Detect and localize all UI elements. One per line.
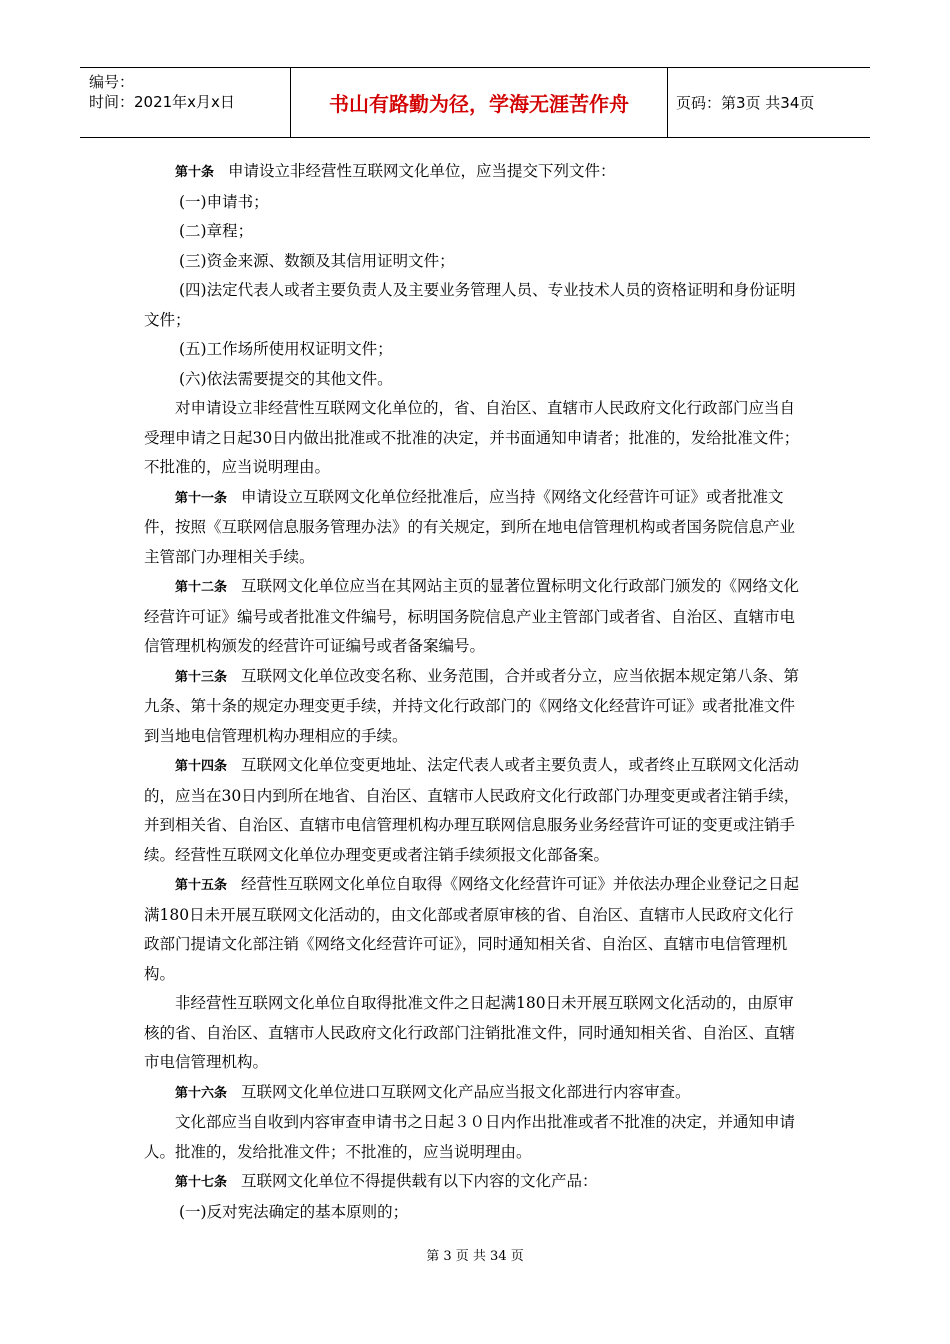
paragraph-text: (六)依法需要提交的其他文件。 (179, 369, 393, 388)
paragraph (144, 870, 808, 989)
article-number: 第十一条 (175, 490, 228, 506)
paragraph-text: 互联网文化单位变更地址、法定代表人或者主要负责人，或者终止互联网文化活动的，应当在30日内到所在地省、自治区、直辖市人民政府文化行政部门办理变更或者注销手续，并到相关省、自治区、直辖市电信管理机构办理互联网信息服务业务经营许可证的变更或注销手续。经营性互联网文化单位办理变更或者注销手续须报文化部备案。 (144, 756, 800, 864)
list-item (144, 247, 808, 277)
list-item (144, 365, 808, 395)
paragraph-text: (二)章程； (179, 222, 254, 240)
document-body (144, 157, 808, 1227)
paragraph-text: (一)申请书； (179, 192, 269, 211)
article-number: 第十六条 (175, 1085, 228, 1101)
list-item (144, 188, 808, 218)
list-item (144, 1198, 808, 1228)
paragraph-text: (五)工作场所使用权证明文件； (179, 340, 393, 358)
article-number: 第十条 (175, 165, 215, 180)
paragraph-text: 文化部应当自收到内容审查申请书之日起３０日内作出批准或者不批准的决定，并通知申请人。批准的，发给批准文件；不批准的，应当说明理由。 (144, 1113, 796, 1161)
page-footer: 第 3 页 共 34 页 (426, 1249, 524, 1264)
list-item (144, 217, 808, 247)
header-page-info: 页码：第3页 共34页 (676, 94, 815, 112)
paragraph-text: 非经营性互联网文化单位自取得批准文件之日起满180日未开展互联网文化活动的，由原审核的省、自治区、直辖市人民政府文化行政部门注销批准文件，同时通知相关省、自治区、直辖市电信管理机构。 (144, 994, 796, 1071)
paragraph-text: 经营性互联网文化单位自取得《网络文化经营许可证》并依法办理企业登记之日起满180日未开展互联网文化活动的，由文化部或者原审核的省、自治区、直辖市人民政府文化行政部门提请文化部注销《网络文化经营许可证》，同时通知相关省、自治区、直辖市电信管理机构。 (144, 875, 800, 983)
list-item (144, 276, 808, 335)
paragraph-text: 互联网文化单位改变名称、业务范围，合并或者分立，应当依据本规定第八条、第九条、第十条的规定办理变更手续，并持文化行政部门的《网络文化经营许可证》或者批准文件到当地电信管理机构办理相应的手续。 (144, 666, 800, 745)
paragraph-text: 申请设立非经营性互联网文化单位，应当提交下列文件： (228, 162, 616, 180)
paragraph (144, 1078, 808, 1109)
paragraph (144, 1167, 808, 1198)
list-item (144, 335, 808, 365)
page-header (80, 67, 870, 138)
paragraph-text: 对申请设立非经营性互联网文化单位的，省、自治区、直辖市人民政府文化行政部门应当自受理申请之日起30日内做出批准或不批准的决定，并书面通知申请者；批准的，发给批准文件；不批准的，应当说明理由。 (144, 399, 800, 476)
paragraph-text: (四)法定代表人或者主要负责人及主要业务管理人员、专业技术人员的资格证明和身份证明文件； (144, 281, 796, 329)
paragraph (144, 572, 808, 662)
paragraph (144, 662, 808, 752)
paragraph (144, 1108, 808, 1167)
paragraph (144, 157, 808, 188)
header-meta (80, 68, 291, 137)
paragraph-text: 互联网文化单位进口互联网文化产品应当报文化部进行内容审查。 (241, 1082, 691, 1101)
paragraph-text: (三)资金来源、数额及其信用证明文件； (179, 251, 455, 270)
paragraph-text: 申请设立互联网文化单位经批准后，应当持《网络文化经营许可证》或者批准文件，按照《互联网信息服务管理办法》的有关规定，到所在地电信管理机构或者国务院信息产业主管部门办理相关手续。 (144, 487, 796, 566)
paragraph-text: 互联网文化单位不得提供载有以下内容的文化产品： (241, 1172, 598, 1190)
paragraph (144, 751, 808, 870)
paragraph (144, 394, 808, 483)
article-number: 第十七条 (175, 1175, 228, 1190)
article-number: 第十五条 (175, 878, 228, 893)
article-number: 第十四条 (175, 759, 228, 774)
article-number: 第十三条 (175, 669, 228, 685)
paragraph-text: (一)反对宪法确定的基本原则的； (179, 1202, 409, 1221)
paragraph-text: 互联网文化单位应当在其网站主页的显著位置标明文化行政部门颁发的《网络文化经营许可证》编号或者批准文件编号，标明国务院信息产业主管部门或者省、自治区、直辖市电信管理机构颁发的经营许可证编号或者备案编号。 (144, 577, 800, 655)
time-label: 时间：2021年x月x日 (89, 93, 235, 111)
paragraph (144, 989, 808, 1078)
article-number: 第十二条 (175, 580, 228, 595)
paragraph (144, 483, 808, 573)
doc-number-label: 编号： (89, 73, 135, 91)
header-motto: 书山有路勤为径，学海无涯苦作舟 (291, 68, 668, 137)
